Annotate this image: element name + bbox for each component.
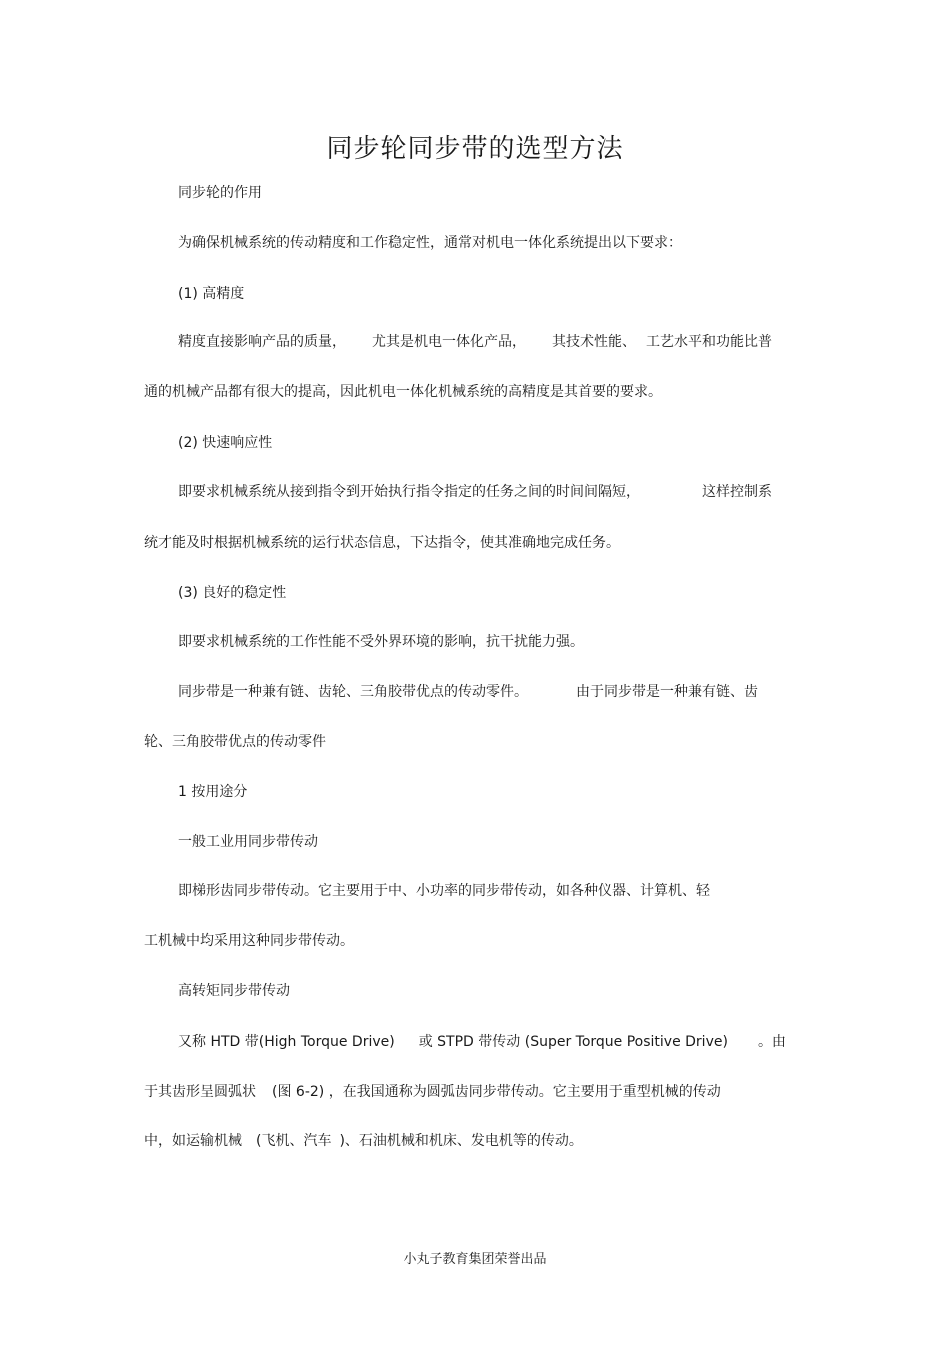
subheading: (1) 高精度 [178,286,245,302]
paragraph-line [178,483,772,501]
text-segment: 精度直接影响产品的质量， [178,334,346,350]
text-segment: 由于同步带是一种兼有链、齿 [576,684,758,700]
text-segment: 这样控制系 [702,484,772,500]
text-segment: (图 6-2) ，在我国通称为圆弧齿同步带传动。它主要用于重型机械的传动 [272,1084,721,1100]
page-title: 同步轮同步带的选型方法 [326,134,624,164]
text-segment: 同步带是一种兼有链、齿轮、三角胶带优点的传动零件。 [178,684,528,700]
text-segment: 于其齿形呈圆弧状 [144,1084,256,1100]
paragraph-line: 为确保机械系统的传动精度和工作稳定性，通常对机电一体化系统提出以下要求： [178,235,682,251]
subheading: 1 按用途分 [178,784,248,800]
text-segment: 或 STPD 带传动 (Super Torque Positive Drive) [418,1034,728,1050]
paragraph-line [144,1083,721,1101]
text-segment: (飞机、汽车 [256,1133,332,1149]
subheading: 一般工业用同步带传动 [178,834,318,850]
page-footer: 小丸子教育集团荣誉出品 [403,1252,547,1267]
text-segment: 又称 HTD 带(High Torque Drive) [178,1034,395,1050]
text-segment: 中，如运输机械 [144,1133,242,1149]
text-segment: 即要求机械系统从接到指令到开始执行指令指定的任务之间的时间间隔短， [178,484,640,500]
text-segment: 其技术性能、 [552,334,636,350]
subheading: (3) 良好的稳定性 [178,585,287,601]
text-segment: 尤其是机电一体化产品， [372,334,526,350]
paragraph-line [178,683,758,701]
paragraph-line: 即梯形齿同步带传动。它主要用于中、小功率的同步带传动，如各种仪器、计算机、轻 [178,883,710,899]
paragraph-line [178,333,772,351]
paragraph-line: 通的机械产品都有很大的提高，因此机电一体化机械系统的高精度是其首要的要求。 [144,384,662,400]
paragraph-line: 即要求机械系统的工作性能不受外界环境的影响，抗干扰能力强。 [178,634,584,650]
paragraph-line [178,1033,786,1051]
subheading: (2) 快速响应性 [178,435,273,451]
text-segment: )、石油机械和机床、发电机等的传动。 [339,1133,583,1149]
paragraph-line: 统才能及时根据机械系统的运行状态信息，下达指令，使其准确地完成任务。 [144,535,620,551]
text-segment: 工艺水平和功能比普 [646,334,772,350]
section-heading: 同步轮的作用 [178,185,262,201]
subheading: 高转矩同步带传动 [178,983,290,999]
paragraph-line: 工机械中均采用这种同步带传动。 [144,933,354,949]
paragraph-line [144,1132,583,1150]
text-segment: 。由 [757,1034,786,1050]
paragraph-line: 轮、三角胶带优点的传动零件 [144,734,326,750]
